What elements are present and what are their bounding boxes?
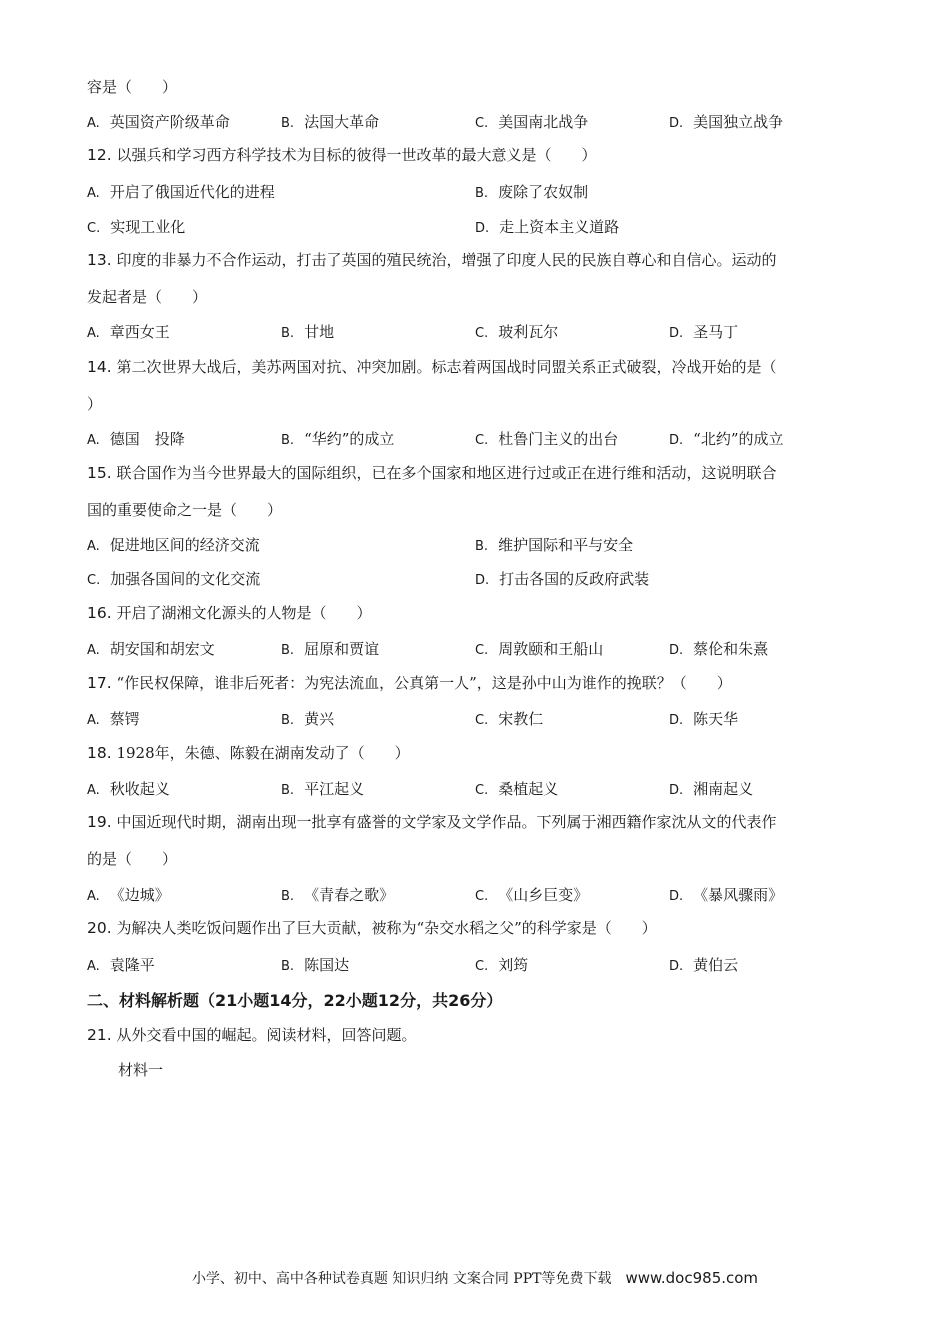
- option-letter: C.: [475, 116, 489, 131]
- option-letter: D.: [475, 573, 490, 588]
- option-letter: D.: [669, 116, 684, 131]
- q20-option-a[interactable]: [87, 954, 155, 975]
- q14-stem: [87, 356, 776, 377]
- option-letter: B.: [281, 959, 295, 974]
- question-number: 12.: [87, 146, 112, 164]
- q15-option-b[interactable]: [475, 534, 633, 555]
- question-number: 17.: [87, 674, 112, 692]
- q12-stem: [87, 144, 596, 165]
- option-letter: D.: [669, 643, 684, 658]
- q13-stem-line2: 发起者是（ ）: [87, 288, 208, 306]
- q11-option-d[interactable]: [669, 111, 783, 132]
- option-letter: C.: [475, 889, 489, 904]
- option-text: 蔡锷: [109, 710, 140, 728]
- option-letter: A.: [87, 186, 100, 201]
- q11-option-a[interactable]: [87, 111, 230, 132]
- q17-option-a[interactable]: [87, 708, 140, 729]
- q11-option-c[interactable]: [475, 111, 588, 132]
- q14-option-d[interactable]: [669, 428, 784, 449]
- option-text: “北约”的成立: [693, 430, 784, 448]
- q15-stem: [87, 462, 776, 483]
- q19-option-a[interactable]: [87, 884, 170, 905]
- option-letter: D.: [669, 959, 684, 974]
- q13-stem: [87, 249, 776, 270]
- option-text: 秋收起义: [109, 780, 170, 798]
- option-letter: D.: [669, 433, 684, 448]
- option-text: 周敦颐和王船山: [498, 640, 604, 658]
- option-text: 玻利瓦尔: [498, 323, 559, 341]
- q14-option-b[interactable]: [281, 428, 394, 449]
- q18-option-a[interactable]: [87, 778, 170, 799]
- option-letter: D.: [669, 889, 684, 904]
- question-text: 为解决人类吃饭问题作出了巨大贡献，被称为“杂交水稻之父”的科学家是（ ）: [116, 919, 657, 937]
- question-text: 开启了湖湘文化源头的人物是（ ）: [116, 604, 372, 622]
- q17-stem: [87, 672, 732, 693]
- q13-option-a[interactable]: [87, 321, 170, 342]
- option-text: 宋教仁: [498, 710, 544, 728]
- question-text: “作民权保障，谁非后死者：为宪法流血，公真第一人”，这是孙中山为谁作的挽联？（ ）: [116, 674, 732, 692]
- q15-option-a[interactable]: [87, 534, 260, 555]
- q17-option-b[interactable]: [281, 708, 334, 729]
- option-letter: A.: [87, 643, 100, 658]
- option-text: 《山乡巨变》: [498, 886, 589, 904]
- option-text: 屈原和贾谊: [304, 640, 380, 658]
- option-text: 章西女王: [109, 323, 170, 341]
- option-text: 刘筠: [498, 956, 529, 974]
- option-text: 甘地: [304, 323, 335, 341]
- question-text: 中国近现代时期，湖南出现一批享有盛誉的文学家及文学作品。下列属于湘西籍作家沈从文的代表作: [116, 813, 777, 831]
- option-letter: C.: [475, 783, 489, 798]
- question-number: 15.: [87, 464, 112, 482]
- q16-stem: [87, 602, 371, 623]
- option-text: 法国大革命: [304, 113, 380, 131]
- q17-option-d[interactable]: [669, 708, 738, 729]
- question-text: 从外交看中国的崛起。阅读材料，回答问题。: [116, 1026, 417, 1044]
- option-text: 实现工业化: [110, 218, 186, 236]
- q20-option-d[interactable]: [669, 954, 738, 975]
- option-text: 美国南北战争: [498, 113, 589, 131]
- option-letter: B.: [281, 889, 295, 904]
- section-2-heading: 二、材料解析题（21小题14分，22小题12分，共26分）: [87, 991, 503, 1010]
- option-letter: C.: [87, 573, 101, 588]
- footer-url[interactable]: www.doc985.com: [625, 1269, 759, 1287]
- q16-option-a[interactable]: [87, 638, 215, 659]
- q13-option-d[interactable]: [669, 321, 738, 342]
- q16-option-d[interactable]: [669, 638, 768, 659]
- option-letter: C.: [475, 643, 489, 658]
- option-text: 杜鲁门主义的出台: [498, 430, 619, 448]
- option-letter: A.: [87, 713, 100, 728]
- option-text: 《暴风骤雨》: [693, 886, 784, 904]
- option-letter: B.: [475, 186, 489, 201]
- q14-option-c[interactable]: [475, 428, 618, 449]
- question-text: 联合国作为当今世界最大的国际组织，已在多个国家和地区进行过或正在进行维和活动，这说明联合: [116, 464, 777, 482]
- q15-stem-line2: 国的重要使命之一是（ ）: [87, 501, 283, 519]
- option-text: 黄伯云: [693, 956, 739, 974]
- option-text: 走上资本主义道路: [499, 218, 620, 236]
- option-letter: B.: [281, 643, 295, 658]
- q11-stem-tail: 容是（ ）: [87, 78, 178, 96]
- q19-stem-line2: 的是（ ）: [87, 850, 178, 868]
- option-text: 陈国达: [304, 956, 350, 974]
- question-text: 印度的非暴力不合作运动，打击了英国的殖民统治，增强了印度人民的民族自尊心和自信心。运动的: [116, 251, 777, 269]
- option-text: 胡安国和胡宏文: [109, 640, 215, 658]
- page-footer: [0, 1268, 950, 1288]
- q12-option-d[interactable]: [475, 216, 619, 237]
- option-letter: B.: [475, 539, 489, 554]
- q15-option-c[interactable]: [87, 568, 260, 589]
- option-letter: C.: [475, 326, 489, 341]
- option-text: 维护国际和平与安全: [498, 536, 634, 554]
- option-letter: C.: [475, 433, 489, 448]
- q20-stem: [87, 917, 657, 938]
- option-text: “华约”的成立: [304, 430, 395, 448]
- option-text: 废除了农奴制: [498, 183, 589, 201]
- option-letter: C.: [475, 713, 489, 728]
- q18-option-c[interactable]: [475, 778, 558, 799]
- option-text: 平江起义: [304, 780, 365, 798]
- q11-option-b[interactable]: [281, 111, 379, 132]
- q16-option-b[interactable]: [281, 638, 379, 659]
- option-letter: A.: [87, 959, 100, 974]
- option-letter: C.: [87, 221, 101, 236]
- q13-option-c[interactable]: [475, 321, 558, 342]
- option-text: 美国独立战争: [693, 113, 784, 131]
- option-text: 加强各国间的文化交流: [110, 570, 261, 588]
- q14-option-a[interactable]: [87, 428, 185, 449]
- option-text: 《边城》: [109, 886, 170, 904]
- q19-option-c[interactable]: [475, 884, 588, 905]
- option-letter: D.: [475, 221, 490, 236]
- option-letter: D.: [669, 713, 684, 728]
- q17-option-c[interactable]: [475, 708, 543, 729]
- option-letter: A.: [87, 326, 100, 341]
- option-text: 桑植起义: [498, 780, 559, 798]
- option-letter: D.: [669, 326, 684, 341]
- q12-option-b[interactable]: [475, 181, 588, 202]
- q18-stem: [87, 742, 410, 763]
- q19-stem: [87, 811, 776, 832]
- question-number: 19.: [87, 813, 112, 831]
- q21-stem: [87, 1024, 416, 1045]
- q13-option-b[interactable]: [281, 321, 334, 342]
- q19-option-d[interactable]: [669, 884, 783, 905]
- option-letter: B.: [281, 783, 295, 798]
- option-letter: A.: [87, 889, 100, 904]
- option-text: 袁隆平: [109, 956, 155, 974]
- option-text: 促进地区间的经济交流: [109, 536, 260, 554]
- option-text: 《青春之歌》: [304, 886, 395, 904]
- option-letter: B.: [281, 116, 295, 131]
- question-number: 13.: [87, 251, 112, 269]
- question-number: 20.: [87, 919, 112, 937]
- question-number: 21.: [87, 1026, 112, 1044]
- option-text: 英国资产阶级革命: [109, 113, 230, 131]
- q20-option-b[interactable]: [281, 954, 349, 975]
- q18-option-d[interactable]: [669, 778, 753, 799]
- option-text: 黄兴: [304, 710, 335, 728]
- q19-option-b[interactable]: [281, 884, 394, 905]
- question-number: 14.: [87, 358, 112, 376]
- option-letter: A.: [87, 539, 100, 554]
- q14-stem-line2: ）: [87, 395, 103, 413]
- q21-material-label: 材料一: [118, 1061, 164, 1079]
- q18-option-b[interactable]: [281, 778, 364, 799]
- option-text: 湘南起义: [693, 780, 754, 798]
- option-letter: B.: [281, 713, 295, 728]
- q15-option-d[interactable]: [475, 568, 649, 589]
- option-letter: A.: [87, 783, 100, 798]
- question-text: 1928年，朱德、陈毅在湖南发动了（ ）: [116, 744, 410, 762]
- option-letter: B.: [281, 433, 295, 448]
- q12-option-c[interactable]: [87, 216, 185, 237]
- footer-text: 小学、初中、高中各种试卷真题 知识归纳 文案合同 PPT等免费下载: [191, 1271, 612, 1287]
- option-letter: A.: [87, 433, 100, 448]
- option-letter: A.: [87, 116, 100, 131]
- option-text: 德国 投降: [109, 430, 185, 448]
- q20-option-c[interactable]: [475, 954, 528, 975]
- question-text: 第二次世界大战后，美苏两国对抗、冲突加剧。标志着两国战时同盟关系正式破裂，冷战开始的是（: [116, 358, 777, 376]
- option-letter: B.: [281, 326, 295, 341]
- option-letter: D.: [669, 783, 684, 798]
- question-number: 18.: [87, 744, 112, 762]
- option-text: 陈天华: [693, 710, 739, 728]
- question-number: 16.: [87, 604, 112, 622]
- question-text: 以强兵和学习西方科学技术为目标的彼得一世改革的最大意义是（ ）: [116, 146, 597, 164]
- option-text: 打击各国的反政府武装: [499, 570, 650, 588]
- q12-option-a[interactable]: [87, 181, 275, 202]
- option-letter: C.: [475, 959, 489, 974]
- option-text: 圣马丁: [693, 323, 739, 341]
- q16-option-c[interactable]: [475, 638, 603, 659]
- option-text: 蔡伦和朱熹: [693, 640, 769, 658]
- option-text: 开启了俄国近代化的进程: [109, 183, 275, 201]
